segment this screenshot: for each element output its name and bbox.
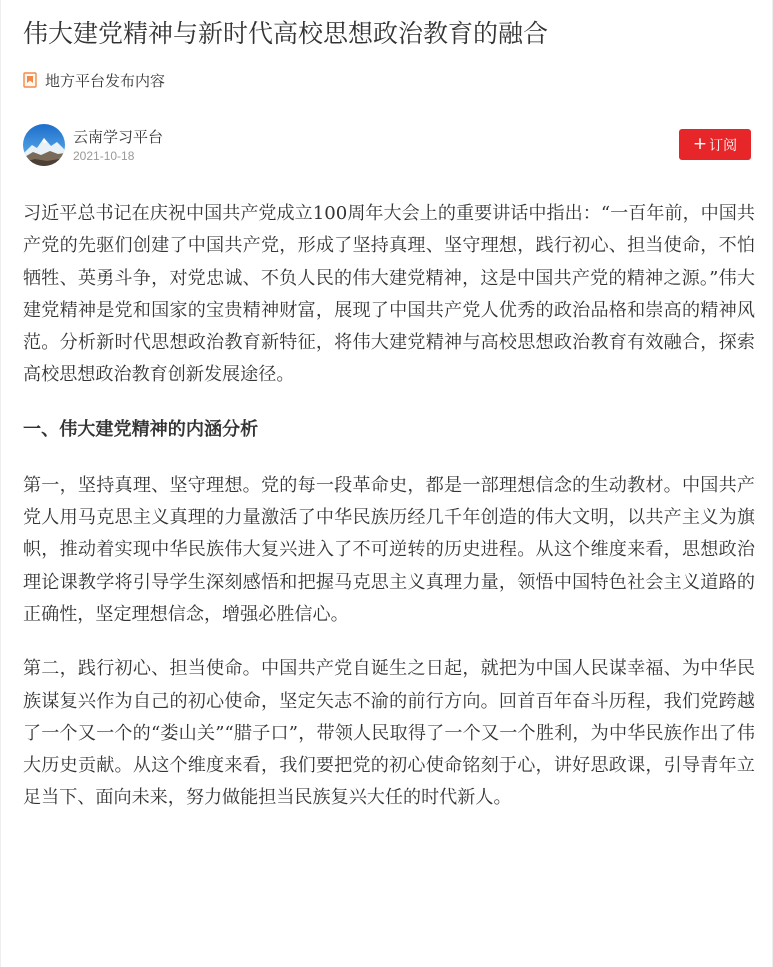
subscribe-label: 订阅 bbox=[709, 137, 738, 154]
source-label: 地方平台发布内容 bbox=[45, 71, 166, 90]
publish-date: 2021-10-18 bbox=[73, 149, 135, 163]
bookmark-icon bbox=[23, 72, 37, 88]
paragraph-second: 第二，践行初心、担当使命。中国共产党自诞生之日起，就把为中国人民谋幸福、为中华民族谋复兴作为自己的初心使命，坚定矢志不渝的前行方向。回首百年奋斗历程，我们党跨越了一个又一个的“娄山关”“腊子口”，带领人民取得了一个又一个胜利，为中华民族作出了伟大历史贡献。从这个维度来看，我们要把党的初心使命铭刻于心，讲好思政课，引导青年立足当下、面向未来，努力做能担当民族复兴大任的时代新人。 bbox=[23, 658, 755, 809]
paragraph-first: 第一，坚持真理、坚守理想。党的每一段革命史，都是一部理想信念的生动教材。中国共产党人用马克思主义真理的力量激活了中华民族历经几千年创造的伟大文明，以共产主义为旗帜，推动着实现中华民族伟大复兴进入了不可逆转的历史进程。从这个维度来看，思想政治理论课教学将引导学生深刻感悟和把握马克思主义真理力量，领悟中国特色社会主义道路的正确性，坚定理想信念，增强必胜信心。 bbox=[23, 474, 755, 625]
author-row bbox=[23, 124, 751, 168]
avatar[interactable] bbox=[23, 124, 65, 166]
subscribe-button[interactable] bbox=[679, 129, 751, 160]
paragraph-intro: 习近平总书记在庆祝中国共产党成立100周年大会上的重要讲话中指出：“一百年前，中国共产党的先驱们创建了中国共产党，形成了坚持真理、坚守理想，践行初心、担当使命，不怕牺牲、英勇斗争，对党忠诚、不负人民的伟大建党精神，这是中国共产党的精神之源。”伟大建党精神是党和国家的宝贵精神财富，展现了中国共产党人优秀的政治品格和崇高的精神风范。分析新时代思想政治教育新特征，将伟大建党精神与高校思想政治教育有效融合，探索高校思想政治教育创新发展途径。 bbox=[23, 203, 755, 386]
plus-icon: + bbox=[692, 134, 708, 154]
article-body bbox=[23, 198, 755, 837]
section-heading: 一、伟大建党精神的内涵分析 bbox=[23, 418, 259, 440]
article-title: 伟大建党精神与新时代高校思想政治教育的融合 bbox=[23, 19, 549, 48]
mountain-avatar-icon bbox=[23, 124, 65, 166]
author-name[interactable]: 云南学习平台 bbox=[73, 128, 164, 146]
source-tag bbox=[23, 68, 165, 92]
